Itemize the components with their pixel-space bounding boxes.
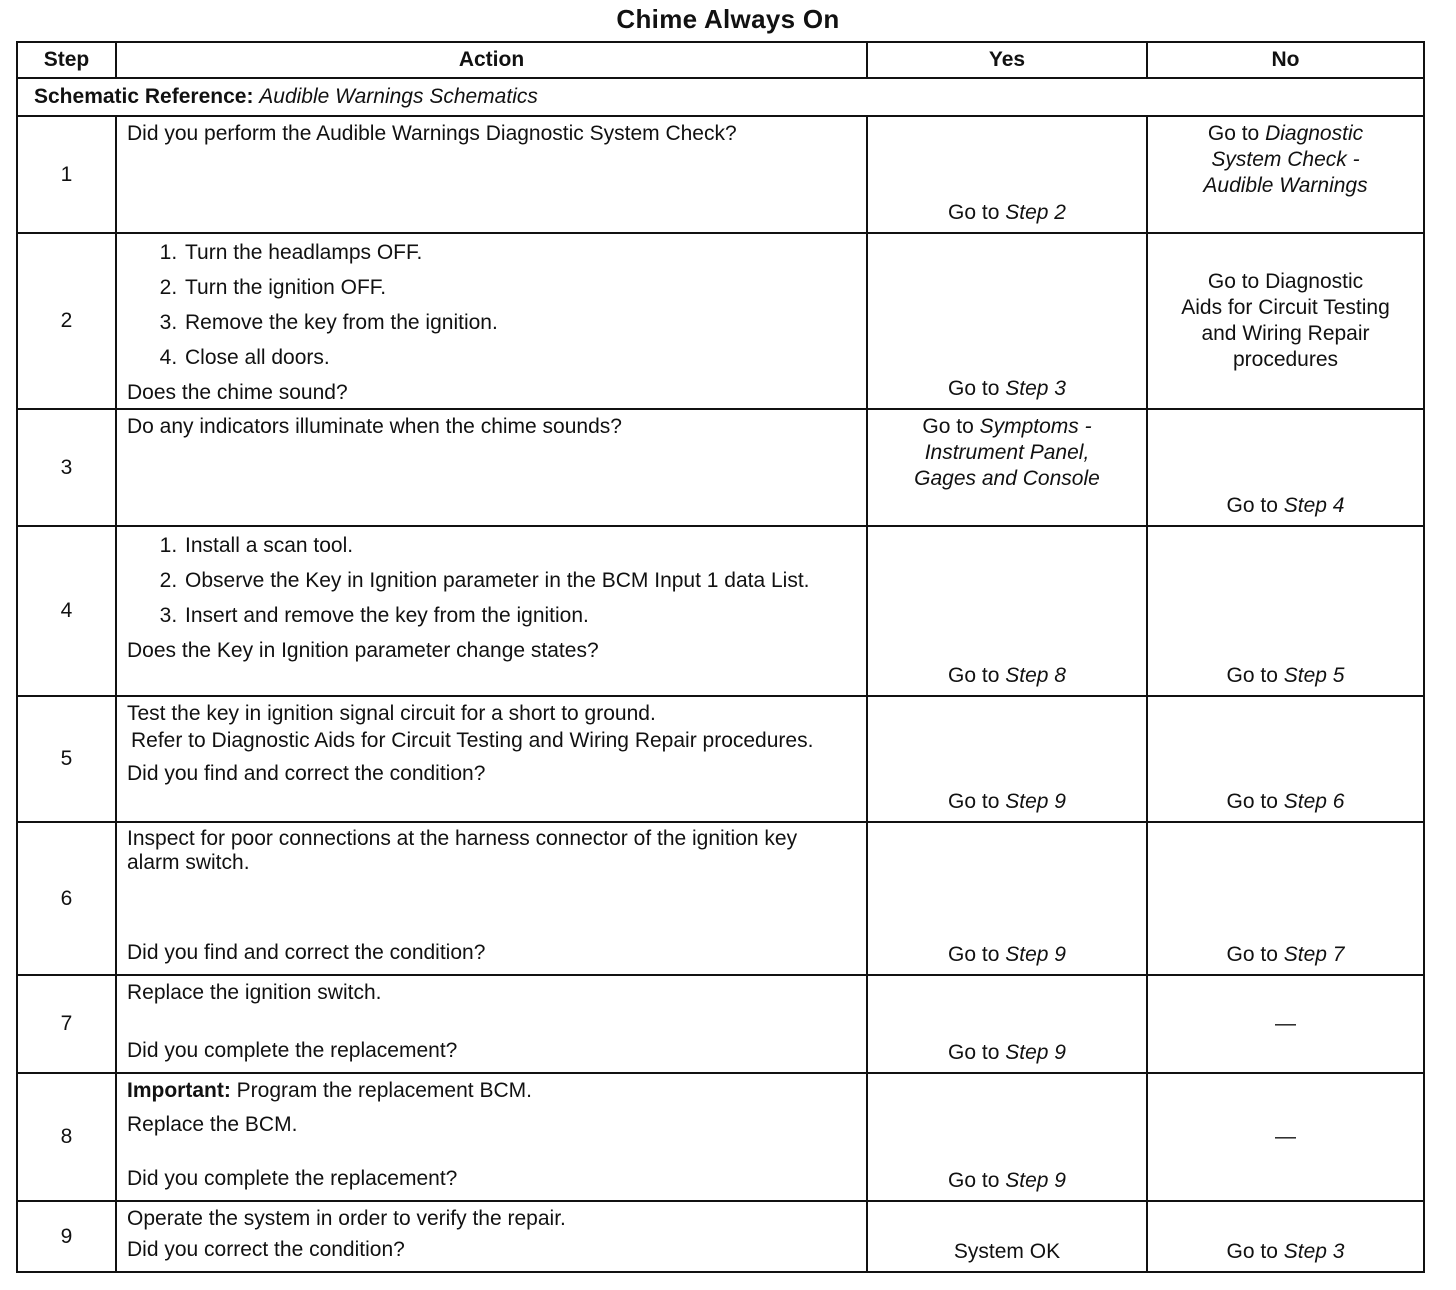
no-answer (1148, 1239, 1423, 1265)
no-answer (1148, 269, 1423, 373)
step-number: 5 (17, 696, 116, 822)
no-cell (1147, 696, 1424, 822)
no-cell (1147, 116, 1424, 233)
no-step-link[interactable]: Step 6 (1283, 790, 1345, 813)
no-line: procedures (1232, 348, 1339, 371)
table-row (17, 822, 1424, 975)
action-cell (116, 1073, 867, 1201)
no-cell (1147, 409, 1424, 526)
table-row (17, 696, 1424, 822)
action-list (127, 533, 858, 629)
yes-prefix: Go to (948, 1041, 1006, 1064)
no-prefix: Go to (1226, 790, 1284, 813)
no-answer-dash: — (1275, 1012, 1296, 1035)
yes-answer (868, 789, 1146, 815)
action-text: Replace the ignition switch. (127, 981, 382, 1004)
list-item: 1. Turn the headlamps OFF. (183, 240, 858, 266)
yes-step-link[interactable]: Step 9 (1005, 1041, 1066, 1064)
yes-answer (868, 376, 1146, 402)
yes-cell (867, 233, 1147, 409)
list-item: 4. Close all doors. (183, 345, 858, 371)
action-text: Did you perform the Audible Warnings Diagnostic System Check? (127, 122, 737, 145)
header-no: No (1147, 42, 1424, 78)
yes-step-link[interactable]: Step 9 (1005, 790, 1066, 813)
no-cell (1147, 1201, 1424, 1272)
action-cell (116, 233, 867, 409)
action-text: Replace the BCM. (127, 1113, 298, 1136)
yes-cell (867, 1073, 1147, 1201)
list-item: 2. Turn the ignition OFF. (183, 275, 858, 301)
yes-prefix: Go to (948, 943, 1006, 966)
table-row (17, 975, 1424, 1073)
action-list (127, 240, 858, 371)
step-number: 3 (17, 409, 116, 526)
step-number: 6 (17, 822, 116, 975)
no-step-link[interactable]: Step 3 (1283, 1240, 1345, 1263)
action-text: Test the key in ignition signal circuit for a short to ground. (127, 702, 656, 725)
table-row (17, 116, 1424, 233)
schematic-label: Schematic Reference: (34, 85, 254, 108)
action-question: Does the Key in Ignition parameter change states? (127, 639, 599, 662)
no-prefix: Go to (1226, 1240, 1284, 1263)
step-number: 1 (17, 116, 116, 233)
yes-link-part: Symptoms - (979, 415, 1092, 438)
action-cell (116, 975, 867, 1073)
yes-step-link[interactable]: Step 9 (1005, 943, 1066, 966)
yes-step-link[interactable]: Step 9 (1005, 1169, 1066, 1192)
step-number: 9 (17, 1201, 116, 1272)
yes-prefix: Go to (948, 377, 1006, 400)
yes-answer (868, 1168, 1146, 1194)
no-link-part: Diagnostic (1265, 122, 1364, 145)
no-prefix: Go to (1226, 494, 1284, 517)
no-answer (1148, 789, 1423, 815)
action-cell (116, 822, 867, 975)
no-line: Go to Diagnostic (1207, 270, 1364, 293)
table-row (17, 526, 1424, 696)
yes-answer (868, 200, 1146, 226)
table-row (17, 1201, 1424, 1272)
header-row (17, 42, 1424, 78)
action-question: Did you correct the condition? (127, 1238, 405, 1261)
no-step-link[interactable]: Step 7 (1283, 943, 1345, 966)
important-text: Program the replacement BCM. (230, 1079, 532, 1102)
yes-cell (867, 409, 1147, 526)
no-line: Aids for Circuit Testing (1181, 296, 1390, 319)
important-note (127, 1078, 858, 1104)
step-number: 8 (17, 1073, 116, 1201)
yes-cell (867, 116, 1147, 233)
action-question: Did you find and correct the condition? (127, 941, 486, 964)
yes-prefix: Go to (948, 664, 1006, 687)
action-cell (116, 1201, 867, 1272)
yes-link-part: Instrument Panel, (924, 441, 1090, 464)
no-cell (1147, 526, 1424, 696)
yes-step-link[interactable]: Step 3 (1005, 377, 1066, 400)
header-yes: Yes (867, 42, 1147, 78)
yes-cell (867, 1201, 1147, 1272)
no-line: and Wiring Repair (1201, 322, 1370, 345)
no-step-link[interactable]: Step 5 (1283, 664, 1345, 687)
no-answer-dash: — (1275, 1125, 1296, 1148)
schematic-row (17, 78, 1424, 116)
no-prefix: Go to (1207, 122, 1266, 145)
yes-step-link[interactable]: Step 2 (1005, 201, 1066, 224)
yes-answer (868, 942, 1146, 968)
step-number: 4 (17, 526, 116, 696)
no-answer (1148, 663, 1423, 689)
list-item: 1. Install a scan tool. (183, 533, 858, 559)
action-cell (116, 526, 867, 696)
no-link-part: System Check - (1211, 148, 1360, 171)
header-action: Action (116, 42, 867, 78)
no-answer (1148, 493, 1423, 519)
no-cell (1147, 233, 1424, 409)
yes-answer (868, 663, 1146, 689)
list-item: 3. Remove the key from the ignition. (183, 310, 858, 336)
header-step: Step (17, 42, 116, 78)
no-prefix: Go to (1226, 664, 1284, 687)
no-cell (1147, 822, 1424, 975)
yes-cell (867, 822, 1147, 975)
action-question: Did you find and correct the condition? (127, 762, 486, 785)
diagnostic-table (16, 41, 1425, 1273)
no-cell (1147, 1073, 1424, 1201)
table-row (17, 409, 1424, 526)
step-number: 2 (17, 233, 116, 409)
yes-cell (867, 696, 1147, 822)
schematic-link[interactable]: Audible Warnings Schematics (259, 85, 538, 108)
yes-prefix: Go to (948, 1169, 1006, 1192)
no-answer (1148, 942, 1423, 968)
action-question: Did you complete the replacement? (127, 1167, 458, 1190)
no-link-part: Audible Warnings (1203, 174, 1368, 197)
yes-link-part: Gages and Console (914, 467, 1100, 490)
yes-answer[interactable] (868, 414, 1146, 492)
important-label: Important: (127, 1079, 231, 1102)
page-title: Chime Always On (616, 4, 840, 34)
action-cell (116, 696, 867, 822)
schematic-reference (17, 78, 1424, 116)
yes-prefix: Go to (922, 415, 980, 438)
table-row (17, 1073, 1424, 1201)
action-question: Does the chime sound? (127, 381, 348, 404)
yes-step-link[interactable]: Step 8 (1005, 664, 1066, 687)
yes-prefix: Go to (948, 790, 1006, 813)
yes-prefix: Go to (948, 201, 1006, 224)
table-row (17, 233, 1424, 409)
yes-cell (867, 975, 1147, 1073)
step-number: 7 (17, 975, 116, 1073)
no-cell (1147, 975, 1424, 1073)
action-text: Operate the system in order to verify the repair. (127, 1207, 566, 1230)
action-cell (116, 409, 867, 526)
action-text: Do any indicators illuminate when the chime sounds? (127, 415, 622, 438)
action-text: Inspect for poor connections at the harness connector of the ignition key alarm switch. (127, 827, 798, 874)
no-step-link[interactable]: Step 4 (1283, 494, 1345, 517)
action-cell (116, 116, 867, 233)
list-item: 3. Insert and remove the key from the ignition. (183, 603, 858, 629)
yes-answer-text: System OK (953, 1240, 1061, 1263)
yes-cell (867, 526, 1147, 696)
yes-answer (868, 1040, 1146, 1066)
action-text: Refer to Diagnostic Aids for Circuit Testing and Wiring Repair procedures. (131, 729, 814, 752)
no-answer[interactable] (1148, 121, 1423, 199)
no-prefix: Go to (1226, 943, 1284, 966)
list-item: 2. Observe the Key in Ignition parameter in the BCM Input 1 data List. (183, 568, 858, 594)
action-question: Did you complete the replacement? (127, 1039, 458, 1062)
